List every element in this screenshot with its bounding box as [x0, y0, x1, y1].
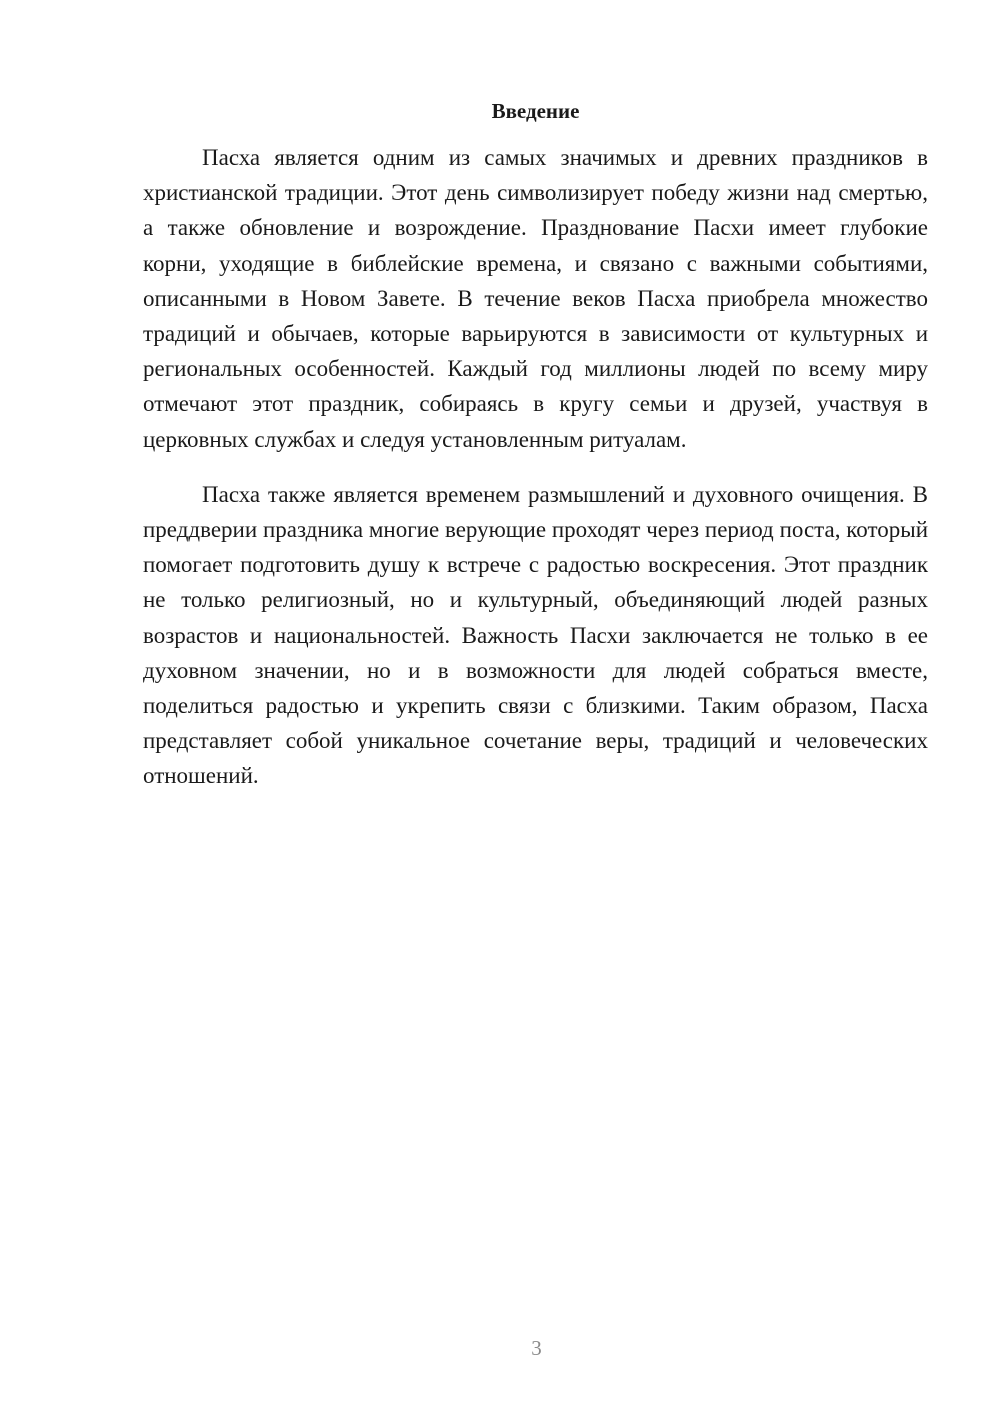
body-text	[143, 140, 928, 794]
section-heading: Введение	[491, 99, 580, 123]
page-number: 3	[531, 1336, 542, 1360]
paragraph-1: Пасха является одним из самых значимых и древних праздников в христианской традиции. Этот день символизирует победу жизни над смертью, а также обновление и возрождение. Празднование Пасхи имеет глубокие корни, уходящие в библейские времена, и связано с важными событиями, описанными в Новом Завете. В течение веков Пасха приобрела множество традиций и обычаев, которые варьируются в зависимости от культурных и региональных особенностей. Каждый год миллионы людей по всему миру отмечают этот праздник, собираясь в кругу семьи и друзей, участвуя в церковных службах и следуя установленным ритуалам.	[143, 145, 928, 452]
paragraph-2: Пасха также является временем размышлений и духовного очищения. В преддверии праздника многие верующие проходят через период поста, который помогает подготовить душу к встрече с радостью воскресения. Этот праздник не только религиозный, но и культурный, объединяющий людей разных возрастов и национальностей. Важность Пасхи заключается не только в ее духовном значении, но и в возможности для людей собраться вместе, поделиться радостью и укрепить связи с близкими. Таким образом, Пасха представляет собой уникальное сочетание веры, традиций и человеческих отношений.	[143, 481, 928, 789]
